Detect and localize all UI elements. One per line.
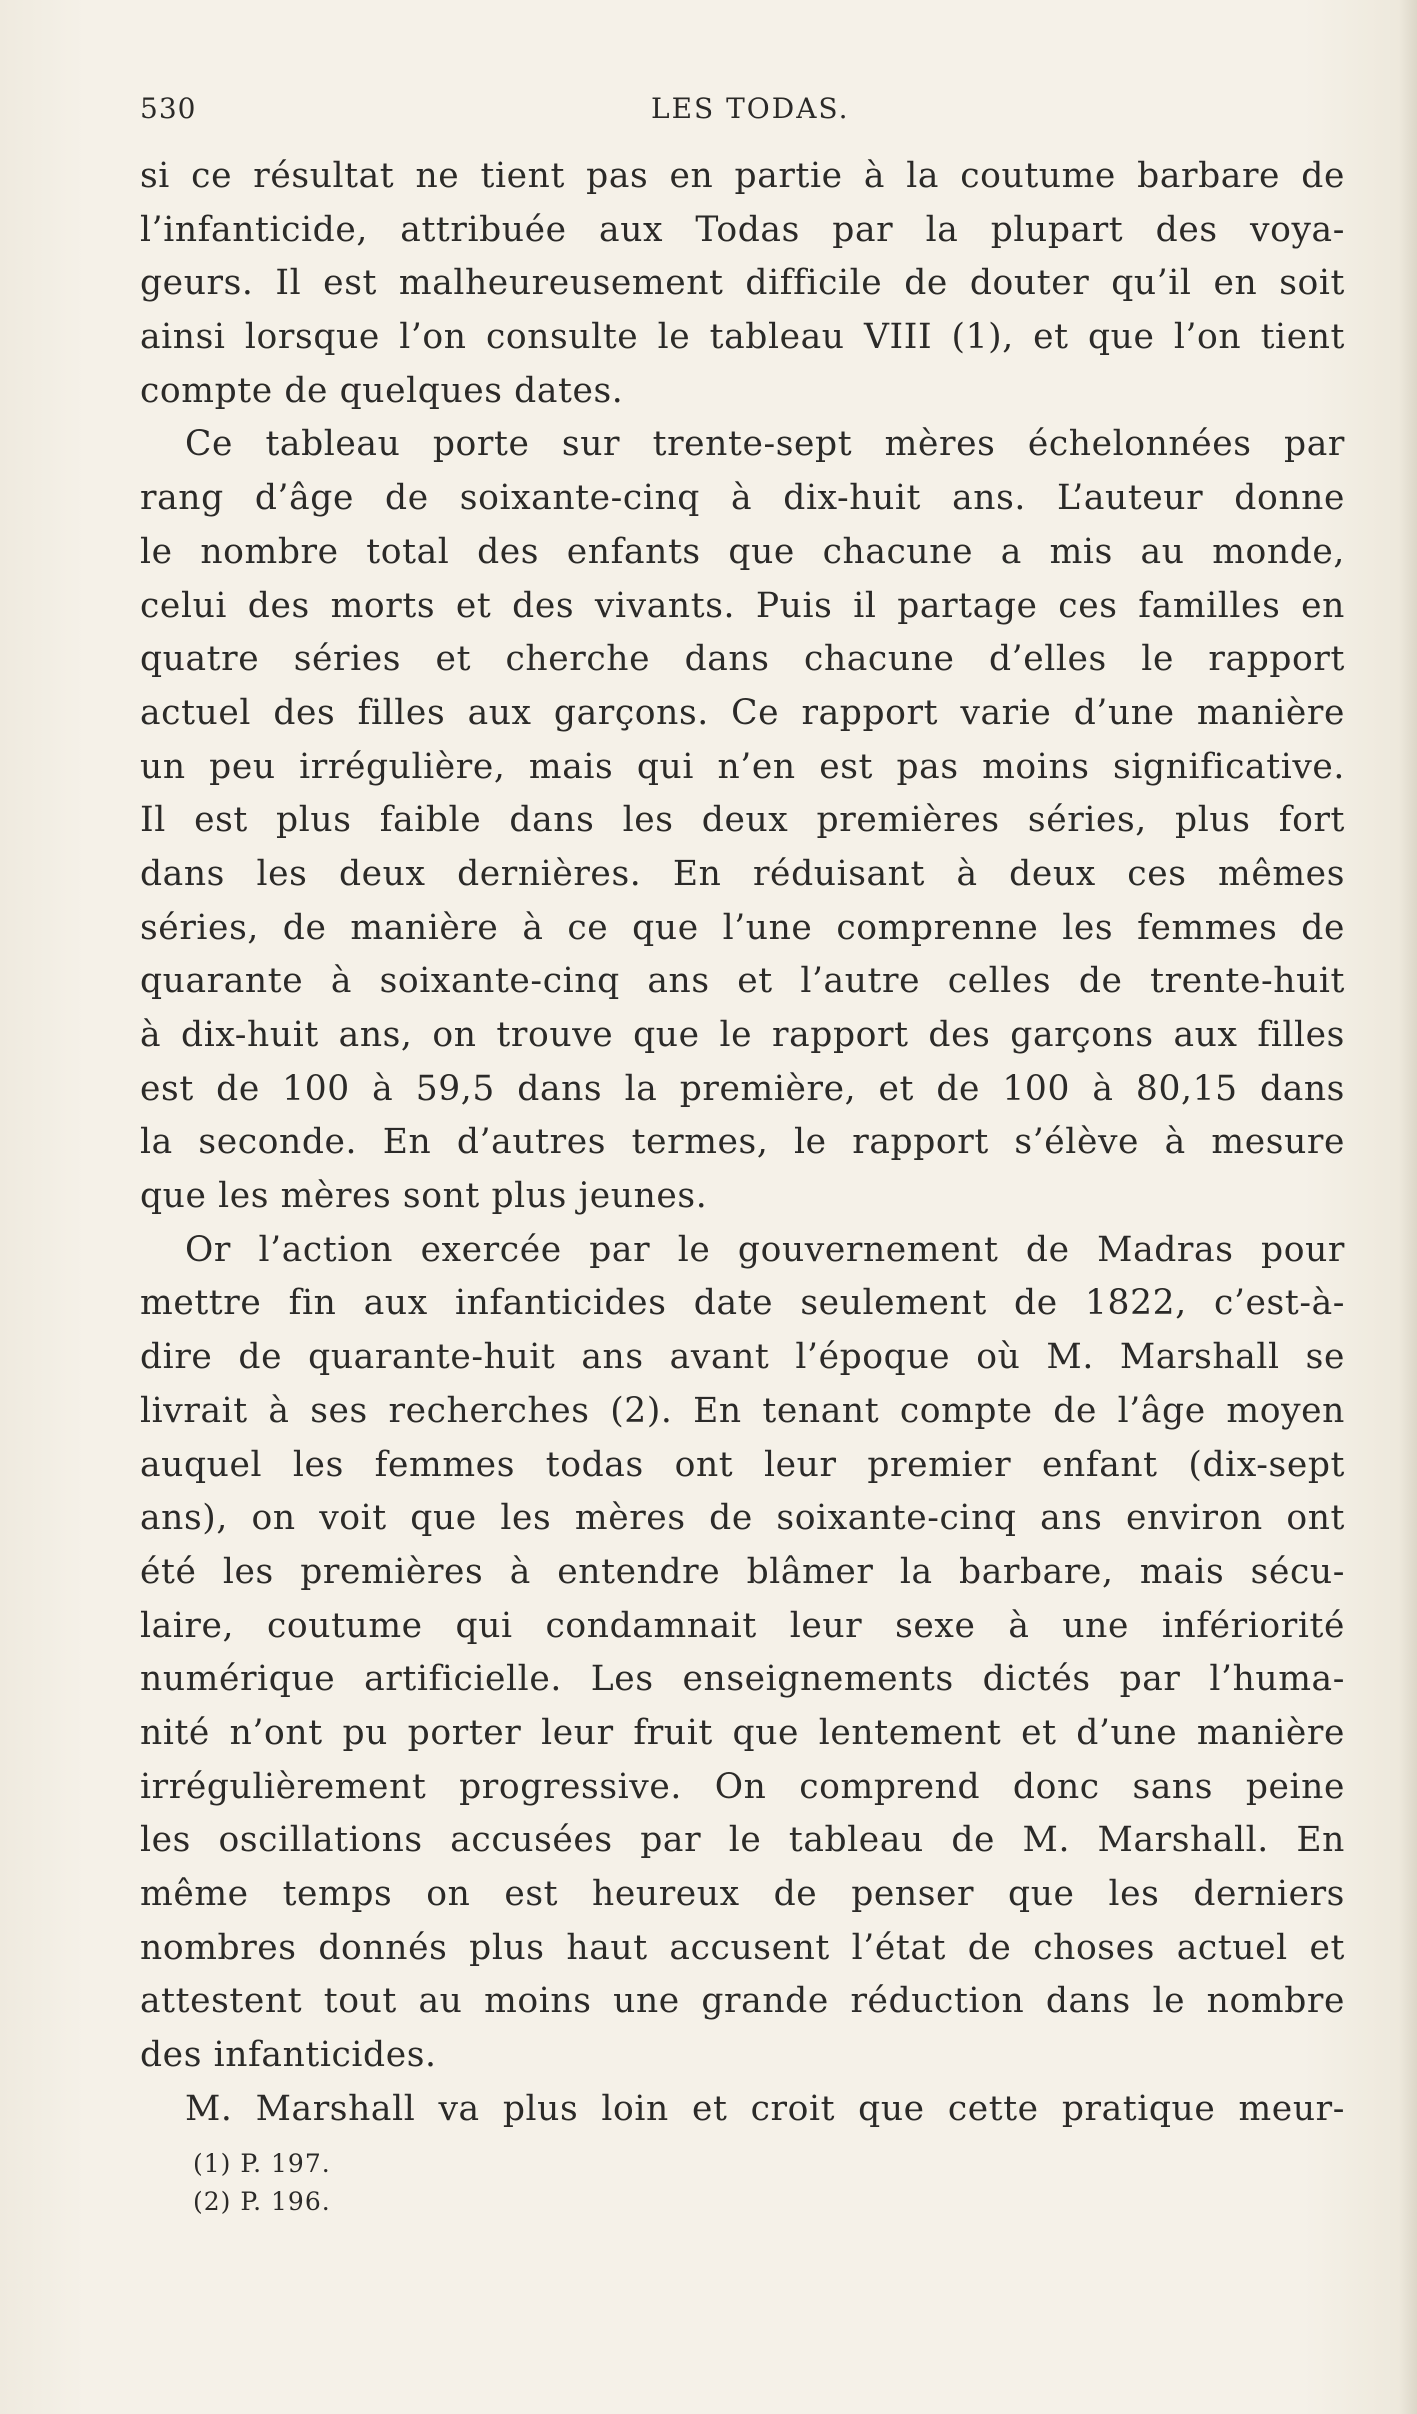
- text-line: des infanticides.: [140, 2035, 437, 2076]
- text-line: Or l’action exercée par le gouvernement de Madras pour: [185, 1229, 1345, 1270]
- text-line: Ce tableau porte sur trente-sept mères échelonnées par: [185, 424, 1345, 465]
- text-line: que les mères sont plus jeunes.: [140, 1176, 708, 1217]
- page-edge-shadow: [1399, 0, 1417, 2414]
- text-line: la seconde. En d’autres termes, le rapport s’élève à mesure: [140, 1122, 1345, 1163]
- text-line: ainsi lorsque l’on consulte le tableau VIII (1), et que l’on tient: [140, 317, 1345, 358]
- running-title: LES TODAS.: [651, 92, 850, 125]
- text-line: le nombre total des enfants que chacune a mis au monde,: [140, 531, 1345, 572]
- text-line: même temps on est heureux de penser que les derniers: [140, 1874, 1345, 1914]
- text-line: geurs. Il est malheureusement difficile de douter qu’il en soit: [140, 263, 1345, 304]
- page-number: 530: [140, 92, 197, 125]
- text-line: quarante à soixante-cinq ans et l’autre celles de trente-huit: [140, 961, 1345, 1002]
- text-line: dire de quarante-huit ans avant l’époque où M. Marshall se: [140, 1337, 1345, 1378]
- text-line: l’infanticide, attribuée aux Todas par la plupart des voya-: [140, 209, 1345, 250]
- text-line: est de 100 à 59,5 dans la première, et de 100 à 80,15 dans: [140, 1068, 1345, 1109]
- text-line: quatre séries et cherche dans chacune d’elles le rapport: [140, 639, 1345, 680]
- text-line: Il est plus faible dans les deux premières séries, plus fort: [140, 800, 1345, 841]
- text-line: actuel des filles aux garçons. Ce rapport varie d’une manière: [140, 692, 1345, 733]
- text-line: nombres donnés plus haut accusent l’état de choses actuel et: [140, 1927, 1345, 1968]
- text-line: livrait à ses recherches (2). En tenant compte de l’âge moyen: [140, 1390, 1345, 1431]
- footnotes: [193, 2145, 593, 2221]
- text-line: laire, coutume qui condamnait leur sexe à une infériorité: [140, 1605, 1345, 1646]
- text-line: compte de quelques dates.: [140, 370, 624, 411]
- text-line: un peu irrégulière, mais qui n’en est pas moins significative.: [140, 746, 1345, 787]
- text-line: à dix-huit ans, on trouve que le rapport des garçons aux filles: [140, 1015, 1345, 1055]
- text-line: séries, de manière à ce que l’une comprenne les femmes de: [140, 907, 1345, 948]
- footnote: (2) P. 196.: [193, 2187, 331, 2216]
- text-line: rang d’âge de soixante-cinq à dix-huit ans. L’auteur donne: [140, 478, 1345, 519]
- text-line: auquel les femmes todas ont leur premier enfant (dix-sept: [140, 1444, 1345, 1485]
- text-line: dans les deux dernières. En réduisant à deux ces mêmes: [140, 853, 1345, 894]
- text-line: celui des morts et des vivants. Puis il partage ces familles en: [140, 585, 1345, 626]
- text-line: numérique artificielle. Les enseignements dictés par l’huma-: [140, 1659, 1345, 1700]
- text-line: été les premières à entendre blâmer la barbare, mais sécu-: [140, 1551, 1345, 1592]
- text-line: si ce résultat ne tient pas en partie à la coutume barbare de: [140, 156, 1345, 196]
- text-line: attestent tout au moins une grande réduction dans le nombre: [140, 1981, 1345, 2022]
- text-line: M. Marshall va plus loin et croit que cette pratique meur-: [185, 2088, 1345, 2129]
- footnote: (1) P. 197.: [193, 2149, 331, 2178]
- text-line: ans), on voit que les mères de soixante-cinq ans environ ont: [140, 1498, 1345, 1539]
- text-line: irrégulièrement progressive. On comprend donc sans peine: [140, 1766, 1345, 1807]
- text-line: nité n’ont pu porter leur fruit que lentement et d’une manière: [140, 1712, 1345, 1753]
- text-line: mettre fin aux infanticides date seulement de 1822, c’est-à-: [140, 1283, 1345, 1324]
- text-line: les oscillations accusées par le tableau de M. Marshall. En: [140, 1820, 1345, 1861]
- body-text: [140, 150, 1345, 2136]
- page-header: [140, 92, 1320, 132]
